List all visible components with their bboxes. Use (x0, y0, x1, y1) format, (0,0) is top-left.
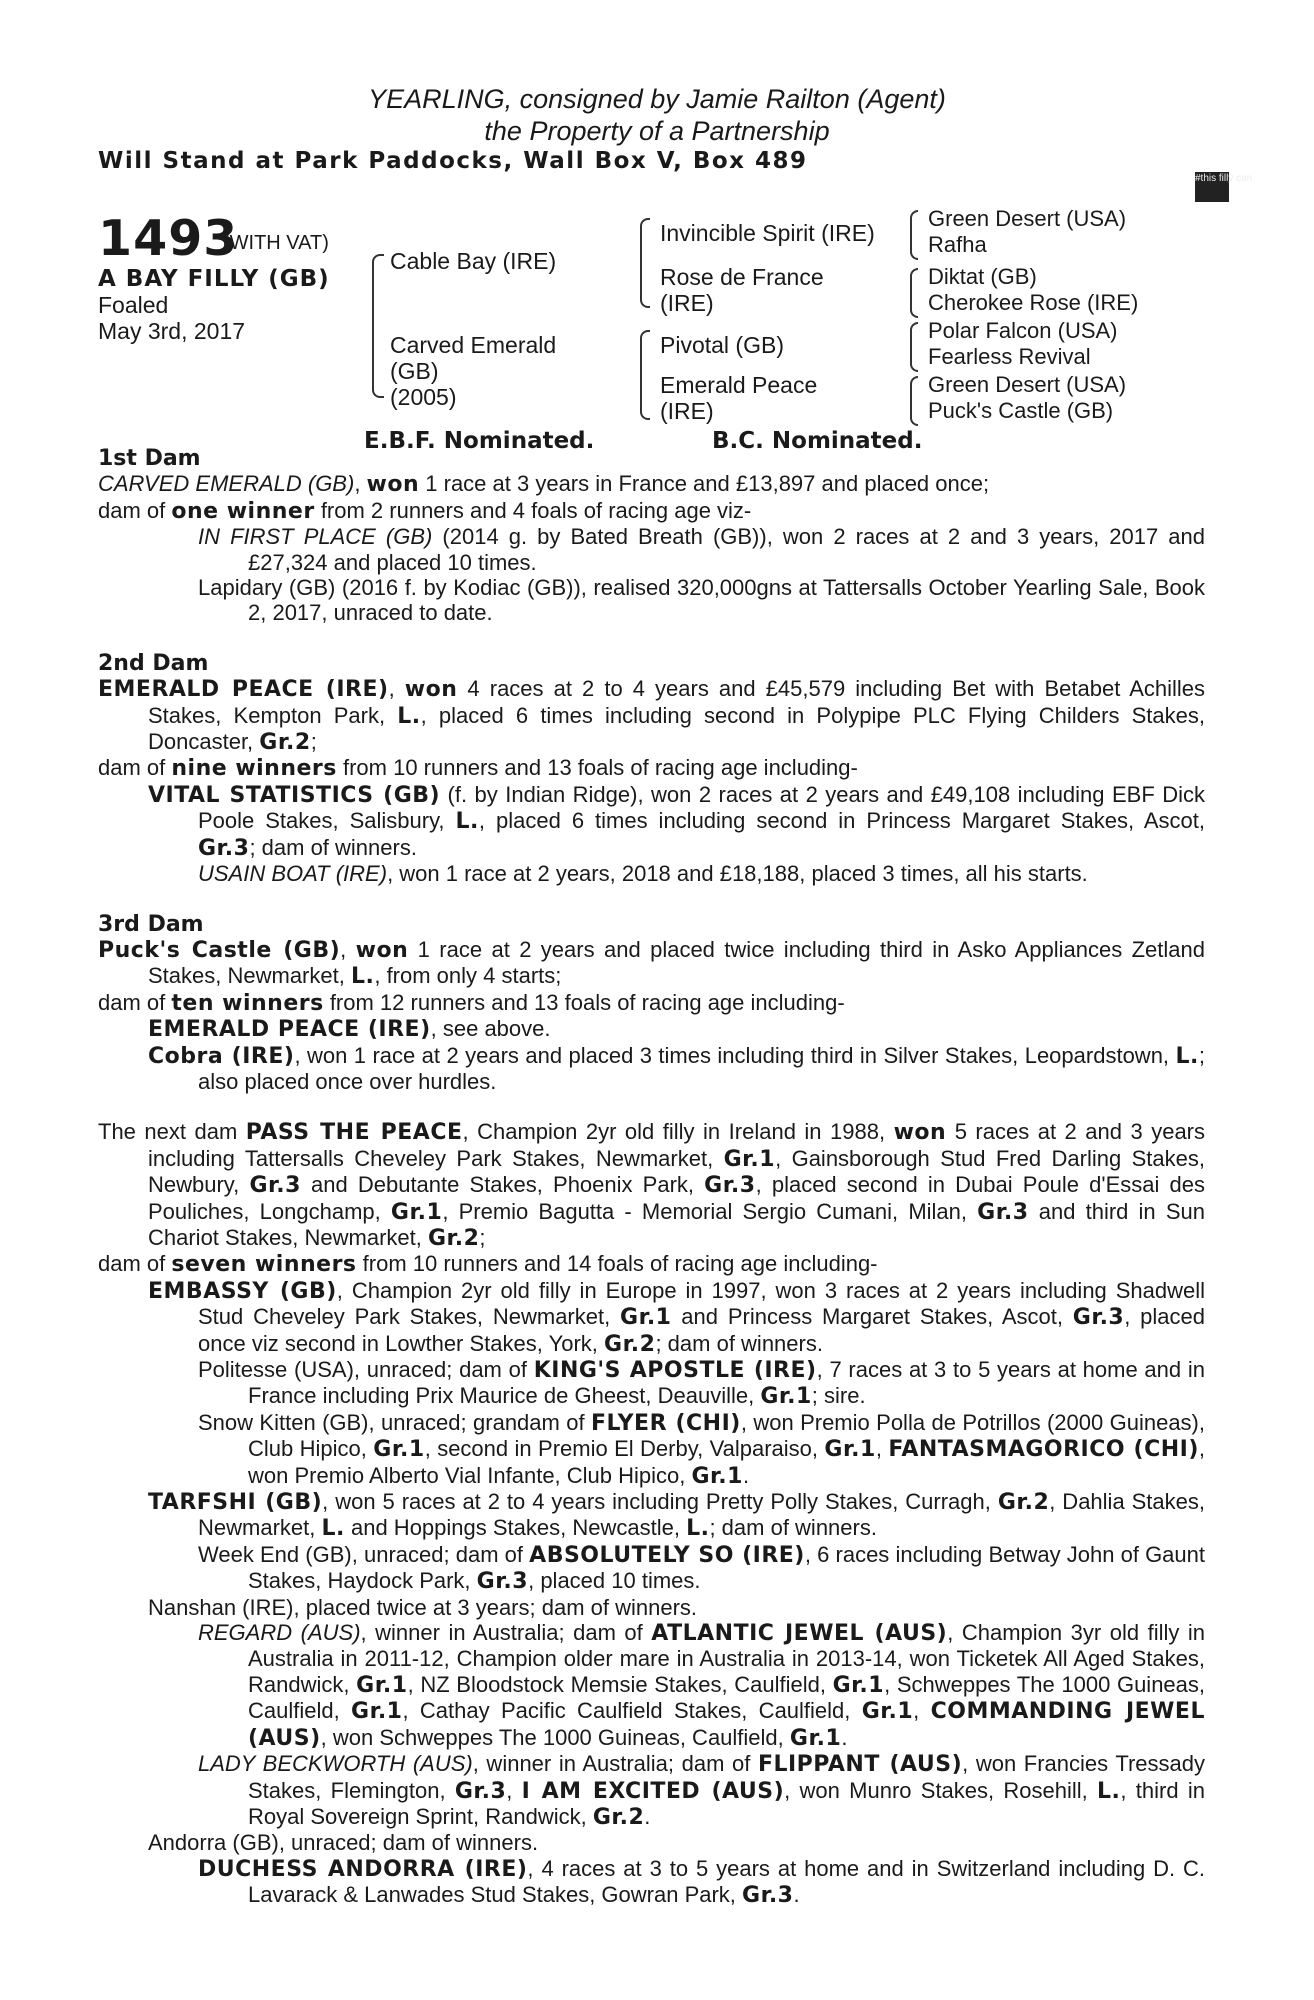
horse-name: A BAY FILLY (GB) (98, 266, 330, 292)
produce-entry: DUCHESS ANDORRA (IRE), 4 races at 3 to 5 years at home and in Switzerland including D. C. Lavarack & Lanwades Stud Stakes, Gowran Park, Gr.3. (198, 1855, 1206, 1909)
pedigree-g3-7: Green Desert (USA) (928, 372, 1127, 397)
produce-entry: Andorra (GB), unraced; dam of winners. (148, 1830, 539, 1856)
second-dam-produce-summary: dam of nine winners from 10 runners and 13 foals of racing age including- (98, 755, 858, 782)
pedigree-dam-line1: Carved Emerald (390, 332, 557, 358)
foaled-label: Foaled (98, 292, 169, 318)
produce-entry: Lapidary (GB) (2016 f. by Kodiac (GB)), realised 320,000gns at Tattersalls October Yearling Sale, Book 2, 2017, unraced to date. (198, 575, 1205, 626)
produce-entry: REGARD (AUS), winner in Australia; dam of ATLANTIC JEWEL (AUS), Champion 3yr old filly in Australia in 2011-12, Champion older mare in Australia in 2013-14, won Ticketek All Aged Stakes, Randwick, Gr.1, NZ Bloodstock Memsie Stakes, Caulfield, Gr.1, Schweppes The 1000 Guineas, Caulfield, Gr.1, Cathay Pacific Caulfield Stakes, Caulfield, Gr.1, COMMANDING JEWEL (AUS), won Schweppes The 1000 Guineas, Caulfield, Gr.1. (198, 1620, 1206, 1751)
vat-note: (WITH VAT) (223, 232, 329, 254)
foaled-date: May 3rd, 2017 (98, 318, 246, 344)
pedigree-dam-line3: (2005) (390, 384, 457, 410)
pedigree-dam-sire: Pivotal (GB) (660, 332, 784, 358)
produce-entry: IN FIRST PLACE (GB) (2014 g. by Bated Breath (GB)), won 2 races at 2 and 3 years, 2017 and £27,324 and placed 10 times. (198, 524, 1205, 575)
pedigree-brace-3d (910, 376, 918, 426)
property-line: the Property of a Partnership (484, 116, 830, 146)
next-dam-record: The next dam PASS THE PEACE, Champion 2yr old filly in Ireland in 1988, won 5 races at 2 and 3 years including Tattersalls Cheveley Park Stakes, Newmarket, Gr.1, Gainsborough Stud Fred Darling Stakes, Newbury, Gr.3 and Debutante Stakes, Phoenix Park, Gr.3, placed second in Dubai Poule d'Essai des Pouliches, Longchamp, Gr.1, Premio Bagutta - Memorial Sergio Cumani, Milan, Gr.3 and third in Sun Chariot Stakes, Newmarket, Gr.2; (98, 1119, 1206, 1251)
second-dam-title: 2nd Dam (98, 650, 209, 676)
pedigree-brace-2b (640, 330, 650, 420)
pedigree-brace-3b (910, 268, 918, 318)
produce-entry: Snow Kitten (GB), unraced; grandam of FLYER (CHI), won Premio Polla de Potrillos (2000 Guineas), Club Hipico, Gr.1, second in Premio El Derby, Valparaiso, Gr.1, FANTASMAGORICO (CHI), won Premio Alberto Vial Infante, Club Hipico, Gr.1. (198, 1409, 1205, 1489)
pedigree-dam-dam-line1: Emerald Peace (660, 372, 818, 398)
first-dam-produce-summary: dam of one winner from 2 runners and 4 foals of racing age viz- (98, 497, 752, 524)
pedigree-sire: Cable Bay (IRE) (390, 248, 557, 274)
produce-entry: EMBASSY (GB), Champion 2yr old filly in Europe in 1997, won 3 races at 2 years including Shadwell Stud Cheveley Park Stakes, Newmarket, Gr.1 and Princess Margaret Stakes, Ascot, Gr.3, placed once viz second in Lowther Stakes, York, Gr.2; dam of winners. (148, 1277, 1205, 1357)
ebf-nominated: E.B.F. Nominated. (364, 428, 595, 454)
first-dam-record: CARVED EMERALD (GB), won 1 race at 3 years in France and £13,897 and placed once; (98, 471, 990, 498)
third-dam-title: 3rd Dam (98, 911, 204, 937)
next-dam-produce-summary: dam of seven winners from 10 runners and 14 foals of racing age including- (98, 1251, 878, 1278)
pedigree-sire-dam-line2: (IRE) (660, 290, 714, 316)
pedigree-g3-6: Fearless Revival (928, 344, 1091, 369)
pedigree-brace-2a (640, 218, 650, 308)
pedigree-brace-3a (910, 210, 918, 260)
pedigree-dam-line2: (GB) (390, 358, 439, 384)
third-dam-produce-summary: dam of ten winners from 12 runners and 13 foals of racing age including- (98, 989, 845, 1016)
pedigree-g3-8: Puck's Castle (GB) (928, 398, 1114, 423)
produce-entry: EMERALD PEACE (IRE), see above. (148, 1016, 551, 1043)
pedigree-sire-dam-line1: Rose de France (660, 264, 824, 290)
pedigree-g3-5: Polar Falcon (USA) (928, 318, 1118, 343)
bc-nominated: B.C. Nominated. (712, 428, 923, 454)
this-filly-can-logo: #this filly can (1195, 172, 1229, 202)
pedigree-g3-4: Cherokee Rose (IRE) (928, 290, 1139, 315)
pedigree-g3-3: Diktat (GB) (928, 264, 1037, 289)
produce-entry: Politesse (USA), unraced; dam of KING'S APOSTLE (IRE), 7 races at 3 to 5 years at home and in France including Prix Maurice de Gheest, Deauville, Gr.1; sire. (198, 1357, 1206, 1410)
second-dam-record: EMERALD PEACE (IRE), won 4 races at 2 to 4 years and £45,579 including Bet with Betabet Achilles Stakes, Kempton Park, L., placed 6 times including second in Polypipe PLC Flying Childers Stakes, Doncaster, Gr.2; (98, 676, 1205, 756)
catalogue-body (98, 446, 1205, 1909)
pedigree-brace-1 (372, 254, 384, 398)
produce-entry: TARFSHI (GB), won 5 races at 2 to 4 years including Pretty Polly Stakes, Curragh, Gr.2, Dahlia Stakes, Newmarket, L. and Hoppings Stakes, Newcastle, L.; dam of winners. (148, 1489, 1205, 1542)
pedigree-g3-1: Green Desert (USA) (928, 206, 1127, 231)
produce-entry: Nanshan (IRE), placed twice at 3 years; dam of winners. (148, 1594, 698, 1620)
produce-entry: USAIN BOAT (IRE), won 1 race at 2 years, 2018 and £18,188, placed 3 times, all his starts. (198, 861, 1088, 887)
pedigree-sire-sire: Invincible Spirit (IRE) (660, 220, 875, 246)
produce-entry: Cobra (IRE), won 1 race at 2 years and placed 3 times including third in Silver Stakes, Leopardstown, L.; also placed once over hurdles. (148, 1042, 1205, 1094)
produce-entry: VITAL STATISTICS (GB) (f. by Indian Ridge), won 2 races at 2 years and £49,108 including EBF Dick Poole Stakes, Salisbury, L., placed 6 times including second in Princess Margaret Stakes, Ascot, Gr.3; dam of winners. (148, 781, 1205, 861)
first-dam-title: 1st Dam (98, 446, 201, 471)
produce-entry: LADY BECKWORTH (AUS), winner in Australia; dam of FLIPPANT (AUS), won Francies Tressady Stakes, Flemington, Gr.3, I AM EXCITED (AUS), won Munro Stakes, Rosehill, L., third in Royal Sovereign Sprint, Randwick, Gr.2. (198, 1751, 1205, 1830)
pedigree-dam-dam-line2: (IRE) (660, 398, 714, 424)
third-dam-record: Puck's Castle (GB), won 1 race at 2 years and placed twice including third in Asko Appliances Zetland Stakes, Newmarket, L., from only 4 starts; (98, 936, 1205, 990)
lot-number: 1493 (98, 210, 239, 267)
pedigree-g3-2: Rafha (928, 232, 987, 257)
produce-entry: Week End (GB), unraced; dam of ABSOLUTELY SO (IRE), 6 races including Betway John of Gaunt Stakes, Haydock Park, Gr.3, placed 10 times. (198, 1541, 1206, 1595)
pedigree-brace-3c (910, 322, 918, 372)
stand-location: Will Stand at Park Paddocks, Wall Box V, Box 489 (98, 148, 808, 174)
consignor-line: YEARLING, consigned by Jamie Railton (Agent) (368, 84, 946, 114)
